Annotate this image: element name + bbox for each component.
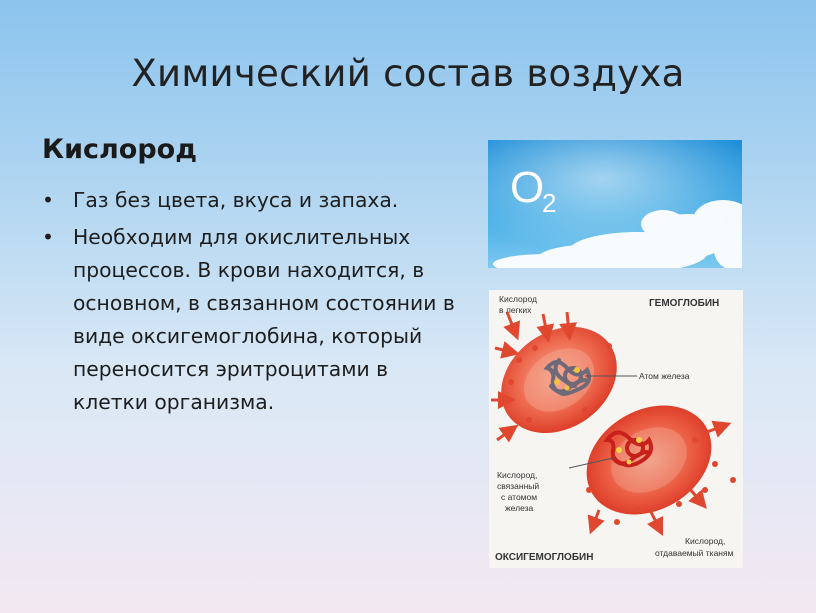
label-hemoglobin: ГЕМОГЛОБИН xyxy=(649,298,720,309)
label-oxyhemoglobin: ОКСИГЕМОГЛОБИН xyxy=(495,552,594,563)
slide-subtitle: Кислород xyxy=(42,134,197,165)
hemoglobin-diagram xyxy=(489,290,743,568)
bullet-text: Газ без цвета, вкуса и запаха. xyxy=(73,188,399,212)
label-bound-4: железа xyxy=(505,503,534,513)
label-lungs-2: в легких xyxy=(499,305,532,315)
label-bound-3: с атомом xyxy=(501,492,538,502)
label-bound-2: связанный xyxy=(497,481,540,491)
bullet-dot: • xyxy=(42,188,54,212)
bullet-item xyxy=(40,221,460,419)
hemoglobin-svg xyxy=(489,290,743,568)
bullet-list xyxy=(40,184,460,423)
o2-subscript: 2 xyxy=(542,188,557,218)
label-bound-1: Кислород, xyxy=(497,470,538,480)
oxygen-sky-image xyxy=(488,140,742,268)
oxygen-sky-svg xyxy=(488,140,742,268)
o2-formula: O xyxy=(510,163,545,212)
label-iron: Атом железа xyxy=(639,371,690,381)
bullet-text: Необходим для окислительных процессов. В крови находится, в основном, в связанном состоянии в виде оксигемоглобина, который переносится эритроцитами в клетки организма. xyxy=(73,225,455,414)
label-tissue-2: отдаваемый тканям xyxy=(655,548,734,558)
label-tissue-1: Кислород, xyxy=(685,536,726,546)
bullet-dot: • xyxy=(42,225,54,249)
bullet-item xyxy=(40,184,460,217)
slide-title: Химический состав воздуха xyxy=(131,52,685,95)
label-lungs-1: Кислород xyxy=(499,294,537,304)
